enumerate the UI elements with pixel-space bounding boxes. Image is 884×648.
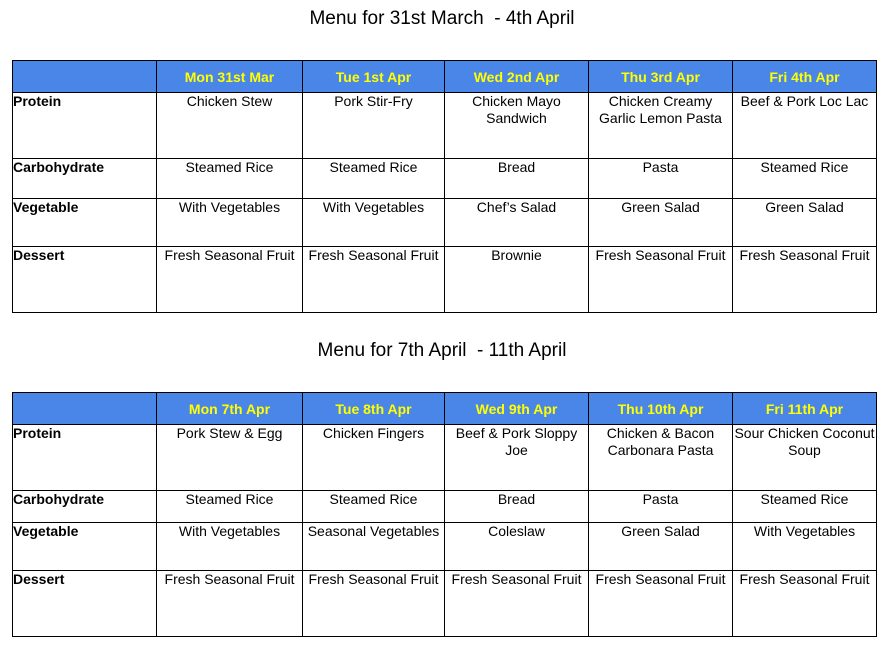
table-row (13, 425, 877, 491)
menu-cell: With Vegetables (157, 199, 303, 247)
menu-cell: Fresh Seasonal Fruit (157, 571, 303, 637)
menu-cell: Pasta (589, 491, 733, 523)
menu-cell: Beef & Pork Loc Lac (733, 93, 877, 159)
header-corner-cell (13, 61, 157, 93)
menu-cell: Fresh Seasonal Fruit (157, 247, 303, 313)
table-row (13, 159, 877, 199)
menu-cell: Seasonal Vegetables (303, 523, 445, 571)
menu-title: Menu for 31st March - 4th April (309, 8, 575, 29)
menu-cell: Steamed Rice (303, 491, 445, 523)
menu-cell: Steamed Rice (157, 159, 303, 199)
day-header: Mon 7th Apr (157, 393, 303, 425)
menu-cell: Green Salad (733, 199, 877, 247)
day-header: Fri 4th Apr (733, 61, 877, 93)
menu-table (12, 392, 877, 637)
header-corner-cell (13, 393, 157, 425)
menu-cell: Steamed Rice (157, 491, 303, 523)
row-label-protein: Protein (13, 425, 157, 491)
menu-cell: Pork Stew & Egg (157, 425, 303, 491)
menu-cell: Sour Chicken Coconut Soup (733, 425, 877, 491)
menu-cell: Chicken Stew (157, 93, 303, 159)
menu-cell: Bread (445, 491, 589, 523)
menu-cell: Fresh Seasonal Fruit (733, 571, 877, 637)
menu-cell: Green Salad (589, 523, 733, 571)
row-label-dessert: Dessert (13, 571, 157, 637)
day-header: Tue 1st Apr (303, 61, 445, 93)
menu-cell: Beef & Pork Sloppy Joe (445, 425, 589, 491)
menu-cell: Fresh Seasonal Fruit (733, 247, 877, 313)
menu-table (12, 60, 877, 313)
menu-cell: Bread (445, 159, 589, 199)
row-label-carbohydrate: Carbohydrate (13, 159, 157, 199)
menu-cell: With Vegetables (157, 523, 303, 571)
table-row (13, 571, 877, 637)
row-label-vegetable: Vegetable (13, 199, 157, 247)
menu-title: Menu for 7th April - 11th April (317, 340, 567, 361)
menu-cell: Steamed Rice (303, 159, 445, 199)
menu-cell: Steamed Rice (733, 491, 877, 523)
day-header: Fri 11th Apr (733, 393, 877, 425)
menu-cell: Green Salad (589, 199, 733, 247)
row-label-dessert: Dessert (13, 247, 157, 313)
menu-cell: Steamed Rice (733, 159, 877, 199)
row-label-protein: Protein (13, 93, 157, 159)
menu-cell: Pasta (589, 159, 733, 199)
menu-cell: Brownie (445, 247, 589, 313)
menu-cell: Chicken Fingers (303, 425, 445, 491)
day-header: Mon 31st Mar (157, 61, 303, 93)
day-header: Wed 2nd Apr (445, 61, 589, 93)
menu-cell: Fresh Seasonal Fruit (445, 571, 589, 637)
menu-cell: Chicken Mayo Sandwich (445, 93, 589, 159)
day-header: Tue 8th Apr (303, 393, 445, 425)
menu-cell: Chicken & Bacon Carbonara Pasta (589, 425, 733, 491)
menu-cell: Coleslaw (445, 523, 589, 571)
row-label-carbohydrate: Carbohydrate (13, 491, 157, 523)
menu-cell: Chef’s Salad (445, 199, 589, 247)
row-label-vegetable: Vegetable (13, 523, 157, 571)
day-header: Wed 9th Apr (445, 393, 589, 425)
table-row (13, 491, 877, 523)
menu-cell: Fresh Seasonal Fruit (589, 571, 733, 637)
menu-cell: Fresh Seasonal Fruit (303, 571, 445, 637)
table-row (13, 523, 877, 571)
table-row (13, 199, 877, 247)
menu-cell: With Vegetables (733, 523, 877, 571)
day-header: Thu 10th Apr (589, 393, 733, 425)
header-row (13, 61, 877, 93)
menu-cell: Fresh Seasonal Fruit (303, 247, 445, 313)
header-row (13, 393, 877, 425)
table-row (13, 247, 877, 313)
menu-cell: Chicken Creamy Garlic Lemon Pasta (589, 93, 733, 159)
menu-cell: Pork Stir-Fry (303, 93, 445, 159)
table-row (13, 93, 877, 159)
menu-cell: Fresh Seasonal Fruit (589, 247, 733, 313)
day-header: Thu 3rd Apr (589, 61, 733, 93)
menu-cell: With Vegetables (303, 199, 445, 247)
